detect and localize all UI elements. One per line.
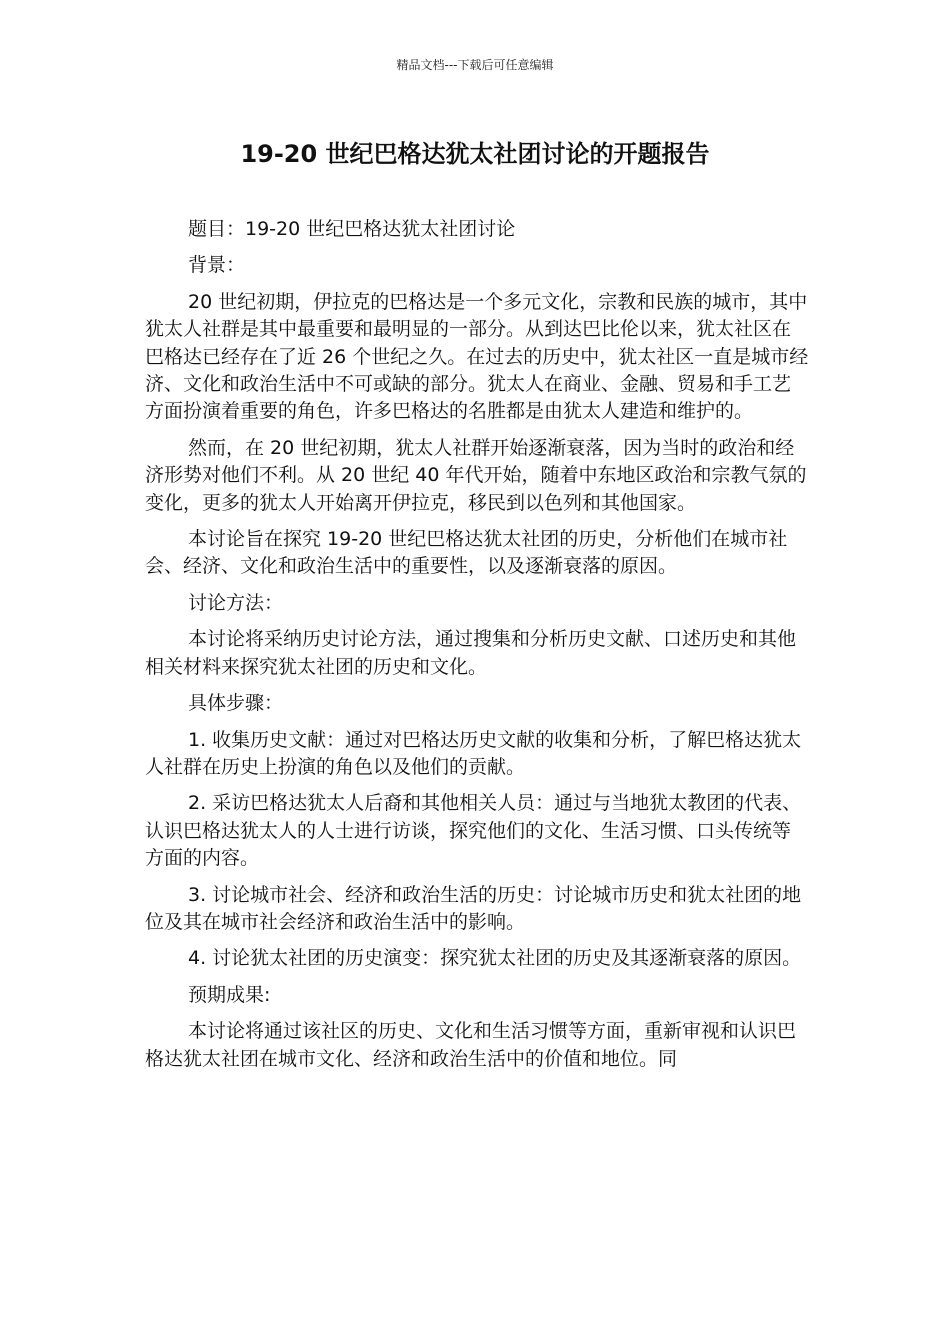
paragraph-background-1: 20 世纪初期，伊拉克的巴格达是一个多元文化，宗教和民族的城市，其中犹太人社群是其中最重要和最明显的一部分。从到达巴比伦以来，犹太社区在巴格达已经存在了近 26 个世纪之久。在过去的历史中，犹太社区一直是城市经济、文化和政治生活中不可或缺的部分。犹太人在商业、金融、贸易和手工艺方面扮演着重要的角色，许多巴格达的名胜都是由犹太人建造和维护的。 <box>145 290 809 423</box>
step-1: 1. 收集历史文献：通过对巴格达历史文献的收集和分析，了解巴格达犹太人社群在历史上扮演的角色以及他们的贡献。 <box>145 728 802 778</box>
heading-steps: 具体步骤： <box>188 692 284 715</box>
paragraph-method: 本讨论将采纳历史讨论方法，通过搜集和分析历史文献、口述历史和其他相关材料来探究犹太社团的历史和文化。 <box>145 628 797 678</box>
heading-background: 背景： <box>188 254 246 277</box>
heading-method: 讨论方法： <box>188 591 284 614</box>
header-note: 精品文档---下载后可任意编辑 <box>396 58 554 72</box>
document-title: 19-20 世纪巴格达犹太社团讨论的开题报告 <box>240 140 710 168</box>
paragraph-purpose: 本讨论旨在探究 19-20 世纪巴格达犹太社团的历史，分析他们在城市社会、经济、文化和政治生活中的重要性，以及逐渐衰落的原因。 <box>145 528 788 578</box>
paragraph-topic: 题目：19-20 世纪巴格达犹太社团讨论 <box>188 218 516 240</box>
document-body <box>145 216 809 1082</box>
heading-expected-results: 预期成果: <box>188 983 271 1006</box>
step-3: 3. 讨论城市社会、经济和政治生活的历史：讨论城市历史和犹太社团的地位及其在城市社会经济和政治生活中的影响。 <box>145 883 802 933</box>
step-2: 2. 采访巴格达犹太人后裔和其他相关人员：通过与当地犹太教团的代表、认识巴格达犹太人的人士进行访谈，探究他们的文化、生活习惯、口头传统等方面的内容。 <box>145 792 802 870</box>
paragraph-background-2: 然而，在 20 世纪初期，犹太人社群开始逐渐衰落，因为当时的政治和经济形势对他们不利。从 20 世纪 40 年代开始，随着中东地区政治和宗教气氛的变化，更多的犹太人开始离开伊拉克，移民到以色列和其他国家。 <box>145 436 807 514</box>
step-4: 4. 讨论犹太社团的历史演变：探究犹太社团的历史及其逐渐衰落的原因。 <box>188 947 802 970</box>
paragraph-expected-results: 本讨论将通过该社区的历史、文化和生活习惯等方面，重新审视和认识巴格达犹太社团在城市文化、经济和政治生活中的价值和地位。同 <box>145 1020 797 1070</box>
